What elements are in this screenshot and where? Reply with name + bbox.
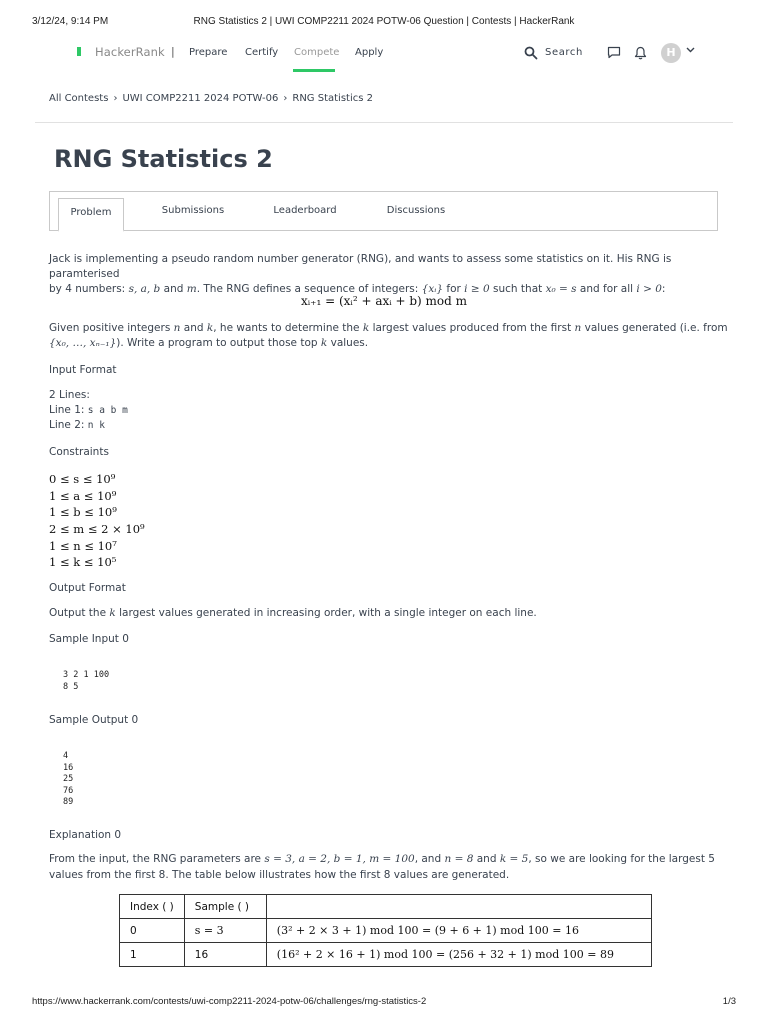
table-header-row: [120, 895, 652, 919]
tab-problem[interactable]: Problem: [58, 198, 124, 232]
table-cell: (16² + 2 × 16 + 1) mod 100 = (256 + 32 + 1) mod 100 = 89: [266, 943, 651, 967]
breadcrumb-contest[interactable]: UWI COMP2211 2024 POTW-06: [122, 93, 279, 104]
table-cell: 16: [184, 943, 266, 967]
search-button[interactable]: [524, 46, 584, 62]
constraint-s: 0 ≤ s ≤ 10⁹: [49, 472, 116, 486]
tab-discussions[interactable]: Discussions: [386, 205, 446, 216]
recurrence-formula: xᵢ₊₁ = (xᵢ² + axᵢ + b) mod m: [300, 294, 468, 308]
input-format-line-0: 2 Lines:: [49, 389, 90, 401]
nav-apply[interactable]: Apply: [355, 47, 384, 58]
tab-leaderboard[interactable]: Leaderboard: [273, 205, 337, 216]
breadcrumb-current: RNG Statistics 2: [292, 93, 373, 104]
print-header: [0, 16, 768, 30]
table-row: [120, 919, 652, 943]
explanation-table: [119, 894, 652, 967]
chevron-down-icon[interactable]: [686, 47, 695, 53]
hackerrank-logo-text[interactable]: HackerRank: [95, 45, 165, 59]
problem-given: [49, 321, 728, 351]
sample-output-heading: Sample Output 0: [49, 714, 139, 726]
given-line-1: Given positive integers n and k, he wants to determine the k largest values produced from the first n values generated (i.e. from: [49, 322, 728, 334]
table-header-formula: [266, 895, 651, 919]
output-format-heading: Output Format: [49, 582, 126, 594]
sample-output-code: 4 16 25 76 89: [63, 751, 74, 807]
table-cell: s = 3: [184, 919, 266, 943]
constraint-n: 1 ≤ n ≤ 10⁷: [49, 539, 117, 553]
table-cell: 0: [120, 919, 185, 943]
problem-intro: [49, 252, 719, 297]
explanation-heading: Explanation 0: [49, 829, 122, 841]
chat-icon[interactable]: [607, 46, 621, 59]
search-label: Search: [545, 47, 583, 58]
page-title: RNG Statistics 2: [54, 145, 273, 173]
given-line-2: {x₀, …, xₙ₋₁}). Write a program to output those top k values.: [49, 337, 369, 349]
table-cell: 1: [120, 943, 185, 967]
table-cell: (3² + 2 × 3 + 1) mod 100 = (9 + 6 + 1) mod 100 = 16: [266, 919, 651, 943]
explanation-line-1: From the input, the RNG parameters are s = 3, a = 2, b = 1, m = 100, and n = 8 and k = 5, so we are looking for the largest 5: [49, 853, 715, 865]
input-format-heading: Input Format: [49, 364, 117, 376]
table-header-index: Index ( ): [120, 895, 185, 919]
header-divider: [35, 122, 733, 123]
table-row: [120, 943, 652, 967]
chevron-right-icon: ›: [283, 93, 288, 104]
tab-bar: [49, 191, 718, 231]
constraint-k: 1 ≤ k ≤ 10⁵: [49, 555, 117, 569]
constraint-a: 1 ≤ a ≤ 10⁹: [49, 489, 117, 503]
input-format-line-1: Line 1: s a b m: [49, 404, 128, 416]
avatar[interactable]: H: [661, 43, 681, 63]
top-navbar: [0, 36, 768, 72]
nav-separator: |: [171, 45, 175, 58]
constraints-heading: Constraints: [49, 446, 109, 458]
explanation-line-2: values from the first 8. The table below illustrates how the first 8 values are generated.: [49, 869, 510, 881]
nav-prepare[interactable]: Prepare: [189, 47, 228, 58]
tab-submissions[interactable]: Submissions: [161, 205, 225, 216]
breadcrumb: [49, 93, 373, 104]
search-icon: [524, 46, 538, 60]
nav-compete[interactable]: Compete: [294, 47, 340, 58]
nav-certify[interactable]: Certify: [245, 47, 279, 58]
print-page-number: 1/3: [722, 996, 736, 1007]
intro-line-2: by 4 numbers: s, a, b and m. The RNG defines a sequence of integers: {xᵢ} for i ≥ 0 such that x₀ = s and for all i > 0:: [49, 283, 666, 295]
output-format-text: Output the k largest values generated in increasing order, with a single integer on each line.: [49, 607, 537, 619]
hackerrank-logo-icon[interactable]: [77, 47, 81, 56]
table-header-sample: Sample ( ): [184, 895, 266, 919]
input-format-line-2: Line 2: n k: [49, 419, 105, 431]
constraint-b: 1 ≤ b ≤ 10⁹: [49, 505, 117, 519]
constraint-m: 2 ≤ m ≤ 2 × 10⁹: [49, 522, 145, 536]
print-date: 3/12/24, 9:14 PM: [32, 16, 109, 27]
intro-line-1: Jack is implementing a pseudo random number generator (RNG), and wants to assess some statistics on it. His RNG is paramterised: [49, 253, 672, 280]
nav-active-underline: [293, 69, 335, 72]
sample-input-code: 3 2 1 100 8 5: [63, 670, 110, 692]
breadcrumb-all-contests[interactable]: All Contests: [49, 93, 109, 104]
notification-bell-icon[interactable]: [634, 46, 647, 60]
sample-input-heading: Sample Input 0: [49, 633, 129, 645]
print-url: https://www.hackerrank.com/contests/uwi-comp2211-2024-potw-06/challenges/rng-statistics-2: [32, 996, 427, 1007]
chevron-right-icon: ›: [113, 93, 118, 104]
print-title: RNG Statistics 2 | UWI COMP2211 2024 POTW-06 Question | Contests | HackerRank: [193, 16, 575, 27]
